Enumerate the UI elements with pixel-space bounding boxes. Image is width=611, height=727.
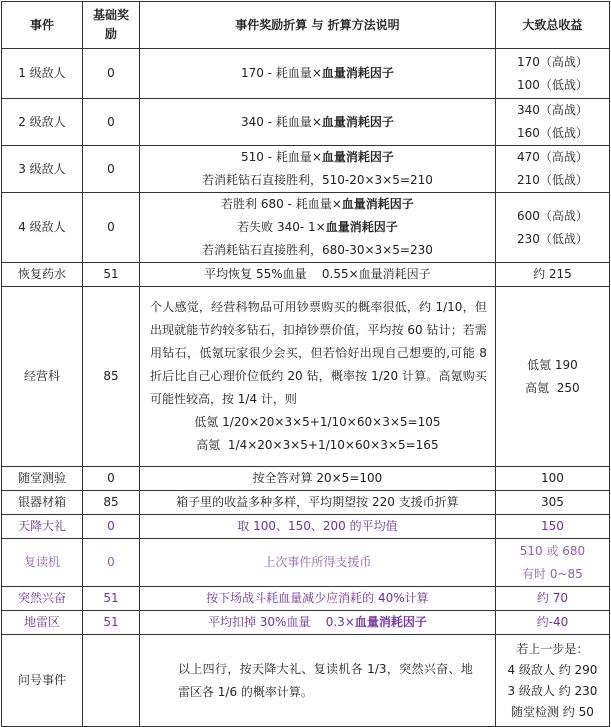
event-cell: 突然兴奋: [2, 587, 83, 611]
event-cell: 1 级敌人: [2, 49, 83, 99]
header-row: [2, 2, 610, 49]
table-row: [2, 611, 610, 635]
desc-text: 平均扣掉 30%血量 0.3×: [207, 615, 355, 629]
header-base-reward: [82, 2, 139, 49]
income-cell: [495, 635, 609, 727]
base-cell: 0: [82, 146, 139, 193]
table-row: [2, 635, 610, 727]
event-reward-table: [1, 1, 610, 727]
base-cell: [82, 635, 139, 727]
base-cell: 51: [82, 587, 139, 611]
desc-text: 若胜利 680 - 耗血量×: [221, 197, 342, 211]
header-base-reward-line1: 基础奖: [92, 8, 129, 22]
income-cell: [495, 49, 609, 99]
desc-text: 510 - 耗血量×: [240, 150, 322, 164]
desc-cell: [139, 611, 495, 635]
desc-cell: 按全答对算 20×5=100: [139, 467, 495, 491]
desc-bold: 血量消耗因子: [341, 197, 414, 211]
base-cell: 0: [82, 515, 139, 539]
base-cell: 0: [82, 99, 139, 146]
income-cell: 约 215: [495, 263, 609, 287]
base-cell: 0: [82, 49, 139, 99]
table-row: [2, 193, 610, 263]
desc-bold: 血量消耗因子: [354, 615, 427, 629]
income-low: 230（低战）: [516, 231, 588, 246]
income-high: 170（高战）: [516, 54, 588, 69]
desc-line: 若消耗钻石直接胜利，510-20×3×5=210: [202, 173, 433, 187]
income-line: 随堂检测 约 50: [510, 704, 594, 719]
formula-low: 低氪 1/20×20×3×5+1/10×60×3×5=105: [194, 415, 441, 429]
income-high: 600（高战）: [516, 208, 588, 223]
desc-cell: 箱子里的收益多种多样，平均期望按 220 支援币折算: [139, 491, 495, 515]
income-low-spender: 低氪 190: [527, 357, 578, 372]
event-cell: 银器材箱: [2, 491, 83, 515]
event-cell: 随堂测验: [2, 467, 83, 491]
income-line: 4 级敌人 约 290: [507, 662, 598, 677]
desc-cell: [139, 49, 495, 99]
desc-paragraph: 以上四行，按天降大礼、复读机各 1/3，突然兴奋、地雷区各 1/6 的概率计算。: [177, 661, 473, 699]
event-cell: 复读机: [2, 539, 83, 587]
base-cell: 51: [82, 611, 139, 635]
income-cell: [495, 539, 609, 587]
desc-cell: [139, 635, 495, 727]
table-row: [2, 587, 610, 611]
formula-high: 高氪 1/4×20×3×5+1/10×60×3×5=165: [196, 438, 439, 452]
desc-cell: 按下场战斗耗血量减少应消耗的 40%计算: [139, 587, 495, 611]
header-event: 事件: [2, 2, 83, 49]
income-cell: [495, 193, 609, 263]
income-line: 510 或 680: [519, 543, 586, 558]
income-low: 210（低战）: [516, 173, 588, 187]
income-low: 100（低战）: [516, 77, 588, 92]
income-cell: [495, 99, 609, 146]
desc-line: 若消耗钻石直接胜利，680-30×3×5=230: [202, 243, 433, 257]
table-row: [2, 49, 610, 99]
desc-cell: 上次事件所得支援币: [139, 539, 495, 587]
header-base-reward-line2: 励: [104, 27, 117, 41]
desc-bold: 血量消耗因子: [321, 150, 394, 164]
header-explanation: 事件奖励折算 与 折算方法说明: [139, 2, 495, 49]
desc-cell: 平均恢复 55%血量 0.55×血量消耗因子: [139, 263, 495, 287]
income-line: 有时 0~85: [522, 566, 583, 581]
event-cell: 3 级敌人: [2, 146, 83, 193]
base-cell: 51: [82, 263, 139, 287]
desc-bold: 血量消耗因子: [321, 114, 394, 129]
desc-cell: [139, 99, 495, 146]
event-cell: 恢复药水: [2, 263, 83, 287]
income-cell: [495, 287, 609, 467]
event-cell: 2 级敌人: [2, 99, 83, 146]
income-cell: [495, 146, 609, 193]
base-cell: 0: [82, 193, 139, 263]
income-cell: 约-40: [495, 611, 609, 635]
income-high-spender: 高氪 250: [525, 380, 580, 395]
event-cell: 问号事件: [2, 635, 83, 727]
income-high: 340（高战）: [516, 103, 588, 117]
income-cell: 305: [495, 491, 609, 515]
base-cell: 0: [82, 467, 139, 491]
income-high: 470（高战）: [516, 150, 588, 164]
income-cell: 150: [495, 515, 609, 539]
table-row: [2, 515, 610, 539]
desc-bold: 血量消耗因子: [321, 66, 394, 80]
event-cell: 4 级敌人: [2, 193, 83, 263]
header-income: 大致总收益: [495, 2, 609, 49]
table-row: [2, 467, 610, 491]
desc-text: 340 - 耗血量×: [240, 114, 322, 129]
event-cell: 地雷区: [2, 611, 83, 635]
income-line: 3 级敌人 约 230: [507, 683, 598, 698]
desc-text: 若失败 340- 1×: [237, 220, 326, 234]
desc-text: 170 - 耗血量×: [240, 66, 322, 80]
table-row: [2, 287, 610, 467]
base-cell: 0: [82, 539, 139, 587]
table-row: [2, 491, 610, 515]
desc-cell: 取 100、150、200 的平均值: [139, 515, 495, 539]
event-cell: 天降大礼: [2, 515, 83, 539]
desc-cell: [139, 193, 495, 263]
desc-cell: [139, 287, 495, 467]
table-row: [2, 263, 610, 287]
desc-cell: [139, 146, 495, 193]
income-cell: 约 70: [495, 587, 609, 611]
desc-paragraph: 个人感觉，经营科物品可用钞票购买的概率很低，约 1/10，但出现就能节约较多钻石，扣掉钞票价值，平均按 60 钻计；若需用钻石，低氪玩家很少会买，但若恰好出现自己想要的,可能 8 折后比自己心理价位低约 20 钻，概率按 1/20 计算。高氪购买可能性较高，按 1/4 计，则: [149, 300, 487, 406]
income-low: 160（低战）: [516, 126, 588, 140]
table-row: [2, 539, 610, 587]
income-cell: 100: [495, 467, 609, 491]
desc-line: [142, 216, 493, 239]
table-row: [2, 146, 610, 193]
base-cell: 85: [82, 287, 139, 467]
table-row: [2, 99, 610, 146]
base-cell: 85: [82, 491, 139, 515]
income-line: 若上一步是：: [516, 641, 589, 656]
desc-line: [142, 146, 493, 169]
desc-bold: 血量消耗因子: [325, 220, 398, 234]
event-cell: 经营科: [2, 287, 83, 467]
desc-line: [142, 193, 493, 216]
